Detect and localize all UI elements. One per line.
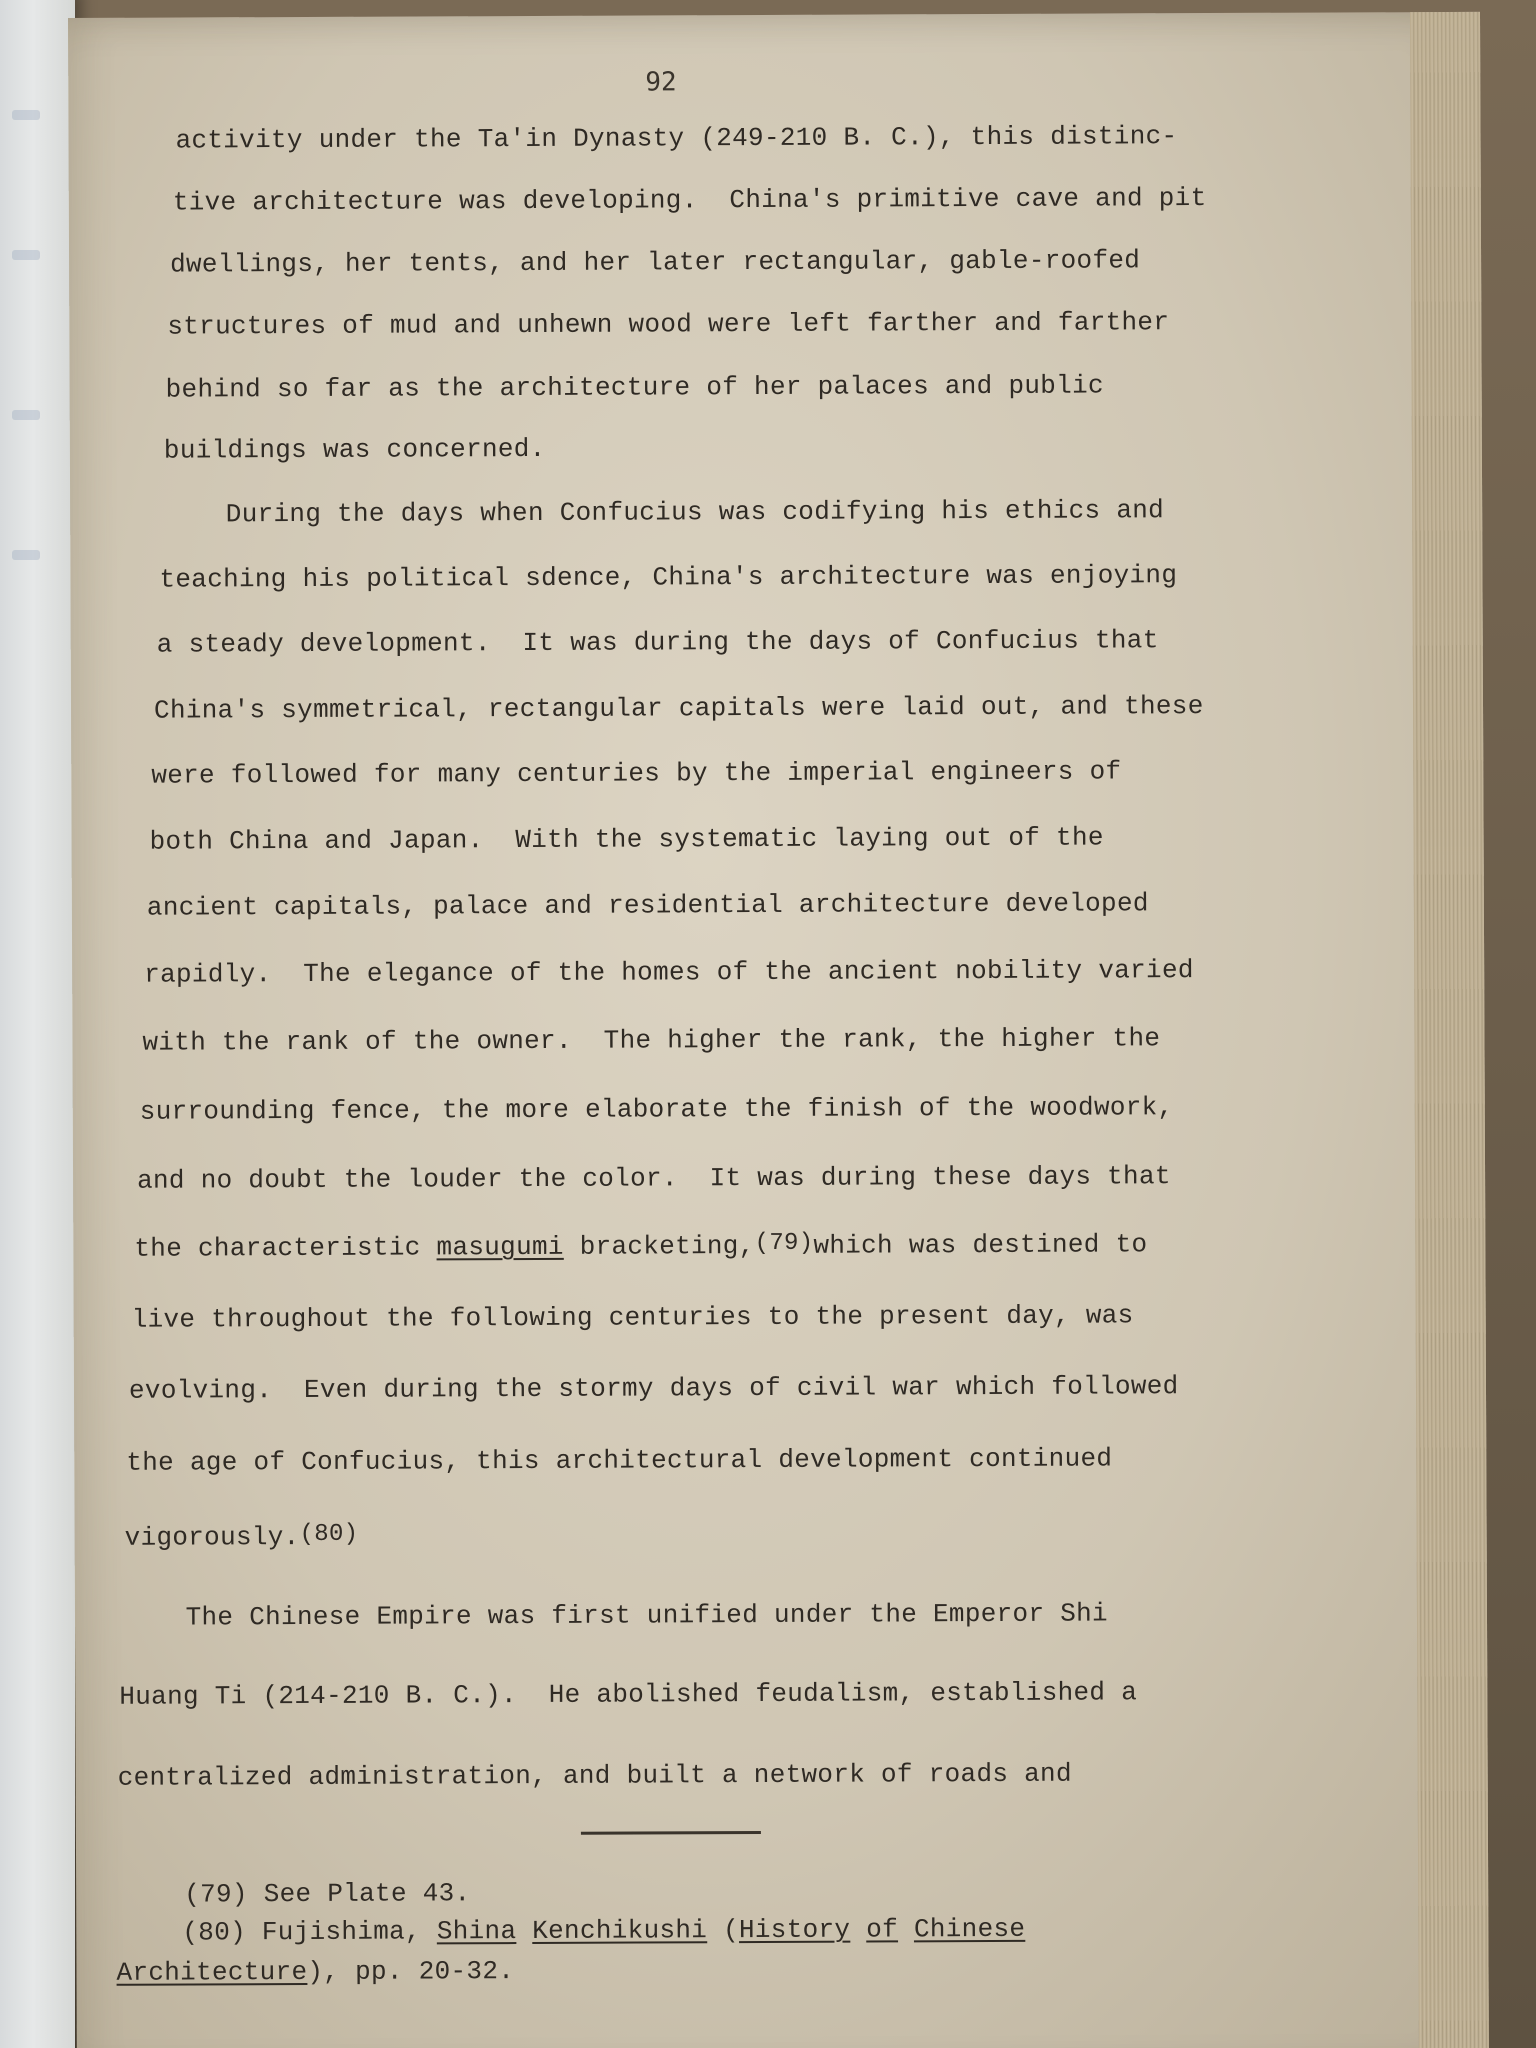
text-span: Fujishima,	[261, 1916, 437, 1948]
body-line: buildings was concerned.	[163, 433, 546, 466]
typed-page	[68, 12, 1489, 2048]
title-history: History	[738, 1914, 851, 1946]
body-line: During the days when Confucius was codifying his ethics and	[162, 495, 1165, 530]
title-shina: Shina	[436, 1916, 517, 1947]
body-line: with the rank of the owner. The higher the rank, the higher the	[142, 1023, 1161, 1058]
page-number: 92	[645, 67, 677, 98]
text-span: which was destined to	[813, 1229, 1148, 1261]
body-line: behind so far as the architecture of her palaces and public	[165, 370, 1104, 405]
body-line: Huang Ti (214-210 B. C.). He abolished feudalism, established a	[119, 1677, 1138, 1712]
body-line: ancient capitals, palace and residential architecture developed	[146, 888, 1149, 923]
body-line: rapidly. The elegance of the homes of the ancient nobility varied	[144, 955, 1194, 990]
text-span: vigorously.	[124, 1522, 300, 1553]
text-span: (80)	[182, 1917, 262, 1948]
title-kenchikushi: Kenchikushi	[532, 1915, 708, 1946]
text-span: ), pp. 20-32.	[307, 1956, 515, 1987]
facing-page-edge	[0, 0, 75, 2048]
body-line: were followed for many centuries by the imperial engineers of	[151, 756, 1122, 791]
body-line: live throughout the following centuries to the present day, was	[131, 1300, 1134, 1335]
body-line: China's symmetrical, rectangular capitals were laid out, and these	[153, 691, 1204, 726]
body-line: the age of Confucius, this architectural development continued	[126, 1443, 1113, 1478]
body-line: surrounding fence, the more elaborate the finish of the woodwork,	[139, 1092, 1174, 1127]
footnote-ref-80: (80)	[299, 1520, 359, 1549]
page-block-edge	[1410, 12, 1489, 2048]
body-line: dwellings, her tents, and her later rectangular, gable-roofed	[170, 245, 1141, 280]
footnote-80	[182, 1914, 1025, 1948]
body-line: The Chinese Empire was first unified under the Emperor Shi	[121, 1598, 1109, 1633]
body-line: activity under the Ta'in Dynasty (249-210 B. C.), this distinc-	[175, 121, 1178, 156]
title-chinese: Chinese	[913, 1913, 1026, 1945]
body-line: teaching his political sdence, China's architecture was enjoying	[159, 560, 1178, 595]
text-span: (	[707, 1915, 740, 1946]
body-line: and no doubt the louder the color. It was during these days that	[137, 1161, 1171, 1196]
body-line: centralized administration, and built a network of roads and	[117, 1758, 1072, 1793]
footnote-divider	[581, 1831, 761, 1835]
term-masugumi: masugumi	[436, 1231, 564, 1263]
body-line-masugumi	[134, 1229, 1147, 1263]
title-of: of	[866, 1914, 899, 1945]
text-span: bracketing,	[563, 1231, 755, 1262]
body-line-vigorously	[125, 1522, 359, 1553]
body-line: a steady development. It was during the days of Confucius that	[156, 625, 1159, 660]
body-line: structures of mud and unhewn wood were left farther and farther	[167, 307, 1170, 342]
footnote-80-cont	[116, 1956, 514, 1988]
footnote-79: (79) See Plate 43.	[184, 1878, 471, 1910]
footnote-ref-79: (79)	[754, 1229, 814, 1258]
text-span: the characteristic	[134, 1232, 437, 1264]
body-line: both China and Japan. With the systematic laying out of the	[149, 822, 1104, 857]
body-line: tive architecture was developing. China's primitive cave and pit	[172, 183, 1207, 218]
body-line: evolving. Even during the stormy days of civil war which followed	[128, 1371, 1179, 1406]
title-architecture: Architecture	[116, 1956, 308, 1988]
